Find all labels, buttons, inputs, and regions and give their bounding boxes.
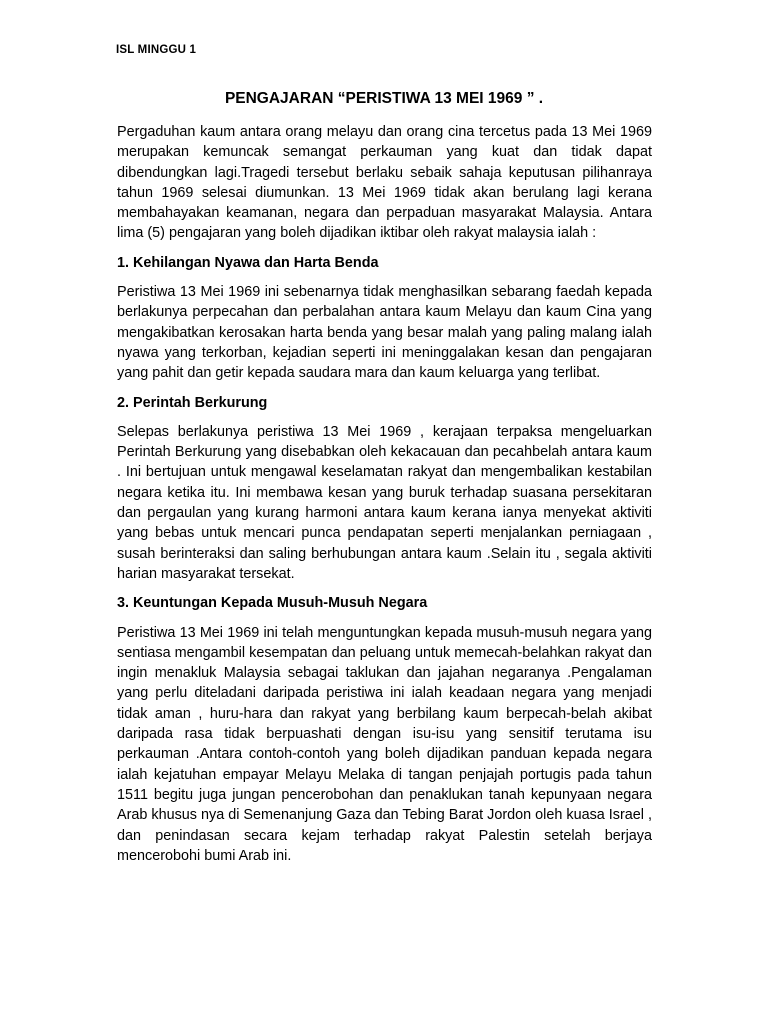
section-body-1: Peristiwa 13 Mei 1969 ini sebenarnya tidak menghasilkan sebarang faedah kepada berlakunya perpecahan dan perbalahan antara kaum Melayu dan kaum Cina yang mengakibatkan kerosakan harta benda yang besar malah yang paling malang ialah nyawa yang terkorban, kejadian seperti ini meninggalakan kesan dan pengajaran yang pahit dan getir kepada saudara mara dan kaum keluarga yang terlibat. bbox=[117, 284, 652, 382]
page-header: ISL MINGGU 1 bbox=[116, 44, 197, 56]
document-body bbox=[117, 122, 652, 866]
section-heading-3: 3. Keuntungan Kepada Musuh-Musuh Negara bbox=[117, 595, 428, 612]
document-title: PENGAJARAN “PERISTIWA 13 MEI 1969 ” . bbox=[224, 90, 544, 107]
section-heading-1: 1. Kehilangan Nyawa dan Harta Benda bbox=[117, 254, 379, 271]
section-body-3: Peristiwa 13 Mei 1969 ini telah menguntungkan kepada musuh-musuh negara yang sentiasa mengambil kesempatan dan peluang untuk memecah-belahkan rakyat dan ingin menakluk Malaysia sebagai taklukan dan jajahan negaranya .Pengalaman yang perlu diteladani daripada peristiwa ini ialah keadaan negara yang menjadi tidak aman , huru-hara dan rakyat yang berbilang kaum berpecah-belah akibat daripada rasa tidak berpuashati dengan isu-isu yang sensitif terutama isu perkauman .Antara contoh-contoh yang boleh dijadikan panduan kepada negara ialah kejatuhan empayar Melayu Melaka di tangan penjajah portugis pada tahun 1511 begitu juga jungan pencerobohan dan penaklukan tanah kepunyaan negara Arab khusus nya di Semenanjung Gaza dan Tebing Barat Jordon oleh kuasa Israel , dan penindasan secara kejam terhadap rakyat Palestin setelah berjaya mencerobohi bumi Arab ini. bbox=[117, 624, 652, 864]
section-heading-2: 2. Perintah Berkurung bbox=[117, 394, 268, 411]
intro-paragraph: Pergaduhan kaum antara orang melayu dan orang cina tercetus pada 13 Mei 1969 merupakan kemuncak semangat perkauman yang kuat dan tidak dapat dibendungkan lagi.Tragedi tersebut berlaku sebaik sahaja keputusan pilihanraya tahun 1969 selesai diumunkan. 13 Mei 1969 tidak akan berulang lagi kerana membahayakan keamanan, negara dan perpaduan masyarakat Malaysia. Antara lima (5) pengajaran yang boleh dijadikan iktibar oleh rakyat malaysia ialah : bbox=[117, 124, 652, 242]
section-body-2: Selepas berlakunya peristiwa 13 Mei 1969 , kerajaan terpaksa mengeluarkan Perintah Berkurung yang disebabkan oleh kekacauan dan pecahbelah antara kaum . Ini bertujuan untuk mengawal keselamatan rakyat dan mengembalikan kestabilan negara ketika itu. Ini membawa kesan yang buruk terhadap suasana persekitaran dan pergaulan yang kurang harmoni antara kaum kerana ianya menyekat aktiviti yang bebas untuk mencari punca pendapatan seperti menjalankan perniagaan , susah berinteraksi dan saling berhubungan antara kaum .Selain itu , segala aktiviti harian masyarakat tersekat. bbox=[117, 423, 652, 582]
